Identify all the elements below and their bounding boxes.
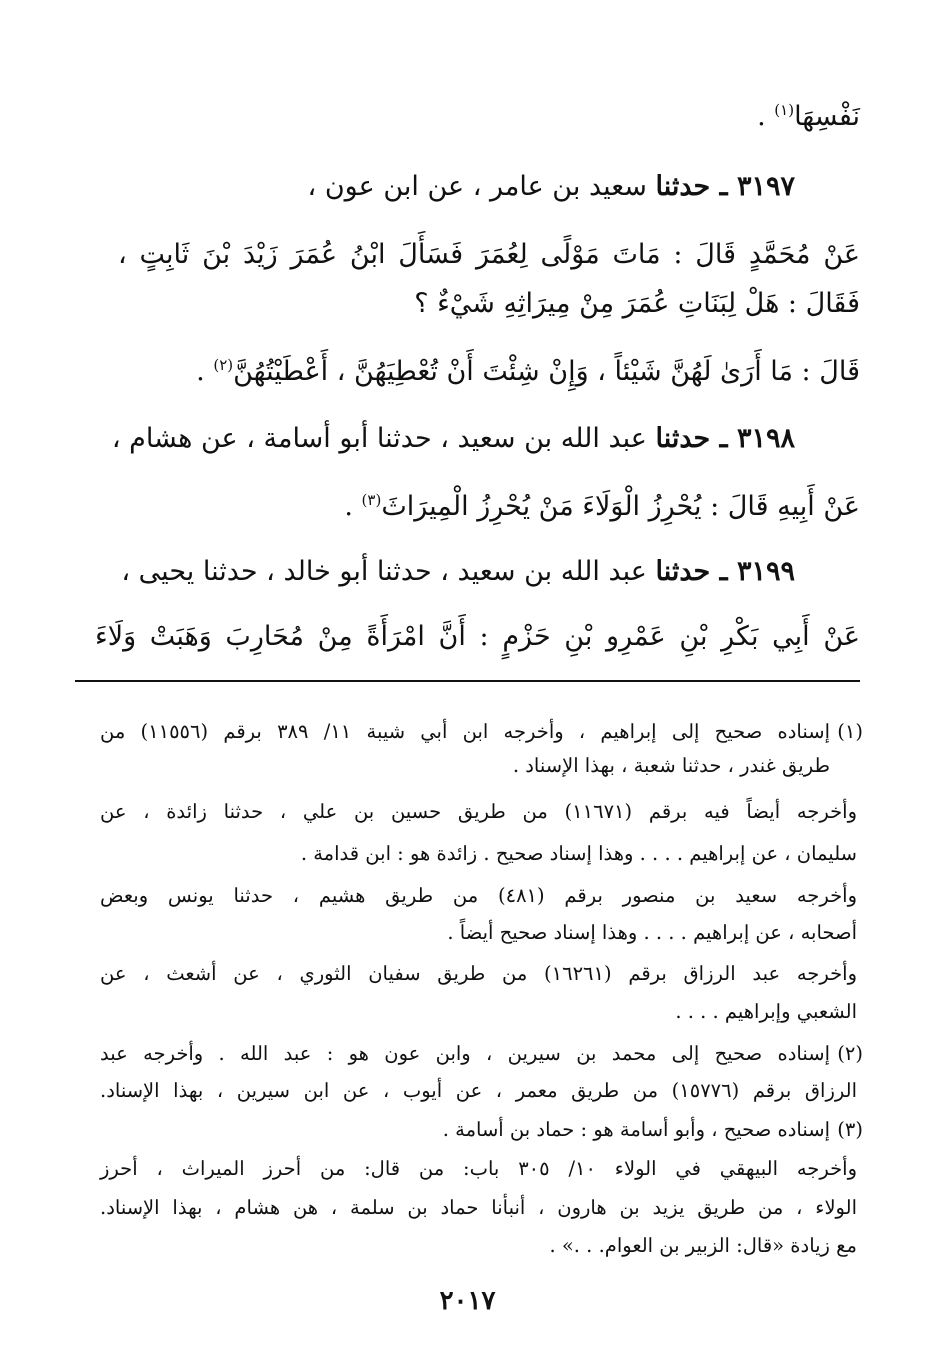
- footnote-line: وأخرجه البيهقي في الولاء ١٠/ ٣٠٥ باب: من قال: من أحرز الميراث ، أحرز: [100, 1157, 857, 1180]
- footnote-marker: (٢): [213, 356, 234, 374]
- footnote-line: الرزاق برقم (١٥٧٧٦) من طريق معمر ، عن أيوب ، عن ابن سيرين ، بهذا الإسناد.: [100, 1079, 857, 1102]
- footnote-marker: (١): [774, 101, 795, 119]
- hadith-heading-3199: [121, 552, 795, 592]
- footnote-number: (١): [837, 720, 863, 743]
- footnote-line: سليمان ، عن إبراهيم . . . . وهذا إسناد صحيح . زائدة هو : ابن قدامة .: [300, 842, 857, 865]
- hadith-keyword: حدثنا: [655, 171, 711, 202]
- hadith-separator: ـ: [710, 423, 737, 454]
- line-text: نَفْسِهَا: [794, 101, 860, 132]
- line-text: قَالَ : مَا أَرَىٰ لَهُنَّ شَيْئاً ، وَإِنْ شِئْتَ أَنْ تُعْطِيَهُنَّ ، أَعْطَيْتُهُنَّ: [233, 356, 860, 387]
- footnote-number: (٣): [837, 1118, 863, 1141]
- hadith-heading-3198: [112, 419, 795, 459]
- line-tail: .: [344, 491, 362, 522]
- hadith-text-line: [344, 487, 860, 527]
- hadith-keyword: حدثنا: [655, 423, 711, 454]
- footnote-line: إسناده صحيح ، وأبو أسامة هو : حماد بن أسامة .: [442, 1118, 830, 1141]
- hadith-number: ٣١٩٧: [736, 171, 795, 202]
- line-text: عَنْ أَبِيهِ قَالَ : يُحْرِزُ الْوَلَاءَ مَنْ يُحْرِزُ الْمِيرَاثَ: [381, 491, 860, 522]
- footnote-marker: (٣): [361, 491, 382, 509]
- line-tail: .: [196, 356, 214, 387]
- hadith-text-line: [196, 352, 860, 392]
- text-line-continuation: [757, 97, 860, 137]
- footnote-line: الولاء ، من طريق يزيد بن هارون ، أنبأنا حماد بن سلمة ، هن هشام ، بهذا الإسناد.: [100, 1196, 857, 1219]
- footnote-line: وأخرجه عبد الرزاق برقم (١٦٢٦١) من طريق سفيان الثوري ، عن أشعث ، عن: [100, 962, 857, 985]
- hadith-chain: عبد الله بن سعيد ، حدثنا أبو أسامة ، عن هشام ،: [111, 423, 656, 454]
- footnote-line: الشعبي وإبراهيم . . . .: [675, 1000, 857, 1023]
- footnote-line: إسناده صحيح إلى محمد بن سيرين ، وابن عون هو : عبد الله . وأخرجه عبد: [100, 1042, 830, 1065]
- hadith-chain: سعيد بن عامر ، عن ابن عون ،: [307, 171, 656, 202]
- footnote-line: وأخرجه أيضاً فيه برقم (١١٦٧١) من طريق حسين بن علي ، حدثنا زائدة ، عن: [100, 800, 858, 823]
- hadith-number: ٣١٩٨: [736, 423, 795, 454]
- footnote-number: (٢): [837, 1042, 863, 1065]
- footnote-line: وأخرجه سعيد بن منصور برقم (٤٨١) من طريق هشيم ، حدثنا يونس وبعض: [100, 884, 857, 907]
- page-number: ٢٠١٧: [439, 1286, 496, 1316]
- hadith-heading-3197: [308, 167, 795, 207]
- hadith-keyword: حدثنا: [655, 556, 711, 587]
- hadith-separator: ـ: [710, 556, 737, 587]
- hadith-text-line: فَقَالَ : هَلْ لِبَنَاتِ عُمَرَ مِنْ مِيرَاثِهِ شَيْءٌ ؟: [414, 288, 860, 319]
- footnote-line: طريق غندر ، حدثنا شعبة ، بهذا الإسناد .: [512, 754, 830, 777]
- footnote-line: إسناده صحيح إلى إبراهيم ، وأخرجه ابن أبي شيبة ١١/ ٣٨٩ برقم (١١٥٥٦) من: [100, 720, 831, 743]
- footnote-divider: [75, 680, 860, 682]
- line-tail: .: [757, 101, 775, 132]
- footnote-line: مع زيادة «قال: الزبير بن العوام. . .» .: [549, 1234, 857, 1257]
- hadith-text-line: عَنْ أَبِي بَكْرِ بْنِ عَمْرِو بْنِ حَزْمٍ : أَنَّ امْرَأَةً مِنْ مُحَارِبَ وَهَبَتْ وَلَاءَ: [95, 621, 860, 652]
- hadith-number: ٣١٩٩: [736, 556, 795, 587]
- hadith-text-line: عَنْ مُحَمَّدٍ قَالَ : مَاتَ مَوْلًى لِعُمَرَ فَسَأَلَ ابْنُ عُمَرَ زَيْدَ بْنَ ثَابِتٍ ،: [118, 239, 860, 270]
- hadith-chain: عبد الله بن سعيد ، حدثنا أبو خالد ، حدثنا يحيى ،: [121, 556, 656, 587]
- hadith-separator: ـ: [710, 171, 737, 202]
- footnote-line: أصحابه ، عن إبراهيم . . . . وهذا إسناد صحيح أيضاً .: [447, 921, 857, 944]
